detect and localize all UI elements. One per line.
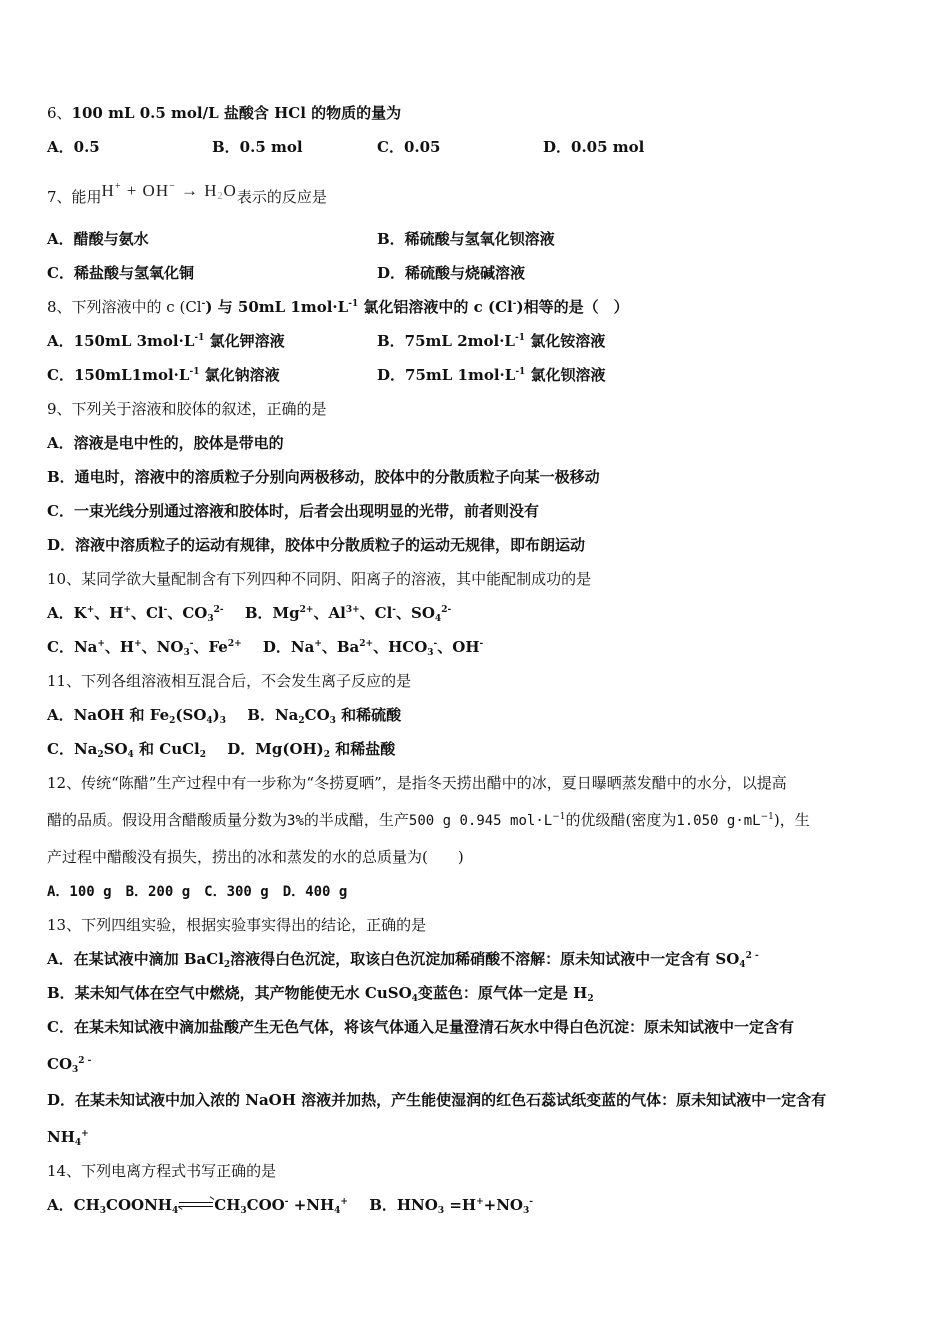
q10-option-a: A．K+、H+、Cl-、$CO_3^{2-}$ [47,604,224,624]
question-10: 10、某同学欲大量配制含有下列四种不同阴、阳离子的溶液，其中能配制成功的是 [47,570,592,588]
q12-line-1: 12、传统“陈醋”生产过程中有一步称为“冬捞夏晒”，是指冬天捞出醋中的冰，夏日曝晒蒸发醋中的水分，以提高 [47,774,787,792]
q7-option-d: D．稀硫酸与烧碱溶液 [377,264,526,282]
q8-option-a: A．150mL $3mol\cdot L^{-1}$ 氯化钾溶液 [47,332,285,350]
question-7 [47,183,327,213]
q13-option-a: A．在某试液中滴加 BaCl$_2$溶液得白色沉淀，取该白色沉淀加稀硝酸不溶解：原未知试液中一定含有 $SO_4^{2 -}$ [47,950,759,970]
q6-options [47,137,645,157]
q7-o: O [223,181,237,200]
q8-options-row2 [47,365,606,385]
q8-part4: )相等的是（ ） [516,298,629,316]
q8-sup3: - [512,299,517,309]
q8-part3: 氯化铝溶液中的 c (Cl [358,298,513,316]
q13-option-c-line2: $CO_3^{2 -}$ [47,1055,92,1075]
q14-option-b: B．$HNO_3 =H^++NO_3^-$ [369,1196,533,1216]
q7-subscript: 2 [217,191,224,202]
equilibrium-arrow-icon [179,1200,213,1212]
q8-options-row1 [47,331,606,351]
question-6 [47,103,401,123]
q8-part1: 8、下列溶液中的 c (Cl [47,298,202,316]
q7-options-row2 [47,263,526,283]
q9-option-c: C．一束光线分别通过溶液和胶体时，后者会出现明显的光带，前者则没有 [47,502,539,520]
q14-options [47,1195,533,1215]
q7-option-b: B．稀硫酸与氢氧化钡溶液 [377,230,555,248]
question-13: 13、下列四组实验，根据实验事实得出的结论，正确的是 [47,916,427,934]
q7-oh-charge: − [169,181,176,192]
q7-h-charge: + [114,181,122,192]
q8-sup2: -1 [348,299,359,309]
q13-option-c-line1: C．在某未知试液中滴加盐酸产生无色气体，将该气体通入足量澄清石灰水中得白色沉淀：原未知试液中一定含有 [47,1018,794,1036]
question-9: 9、下列关于溶液和胶体的叙述，正确的是 [47,400,327,418]
q8-sup1: - [201,299,206,309]
q9-option-b: B．通电时，溶液中的溶质粒子分别向两极移动，胶体中的分散质粒子向某一极移动 [47,468,600,486]
q8-part2: ) 与 50mL 1mol·L [205,298,349,316]
q11-options-row2 [47,739,395,759]
q6-option-b: B．0.5 mol [212,138,303,156]
q13-option-d-line2: $NH_4^+$ [47,1128,89,1148]
q7-arrow-h: → H [175,181,218,200]
q9-option-a: A．溶液是电中性的，胶体是带电的 [47,434,284,452]
q10-options-row1 [47,603,451,623]
q12-line-3: 产过程中醋酸没有损失，捞出的冰和蒸发的水的总质量为( ) [47,848,464,866]
q7-option-c: C．稀盐酸与氢氧化铜 [47,264,194,282]
q10-options-row2 [47,637,483,657]
q10-option-c: C．Na+、H+、$NO_3^-$、$Fe^{2+}$ [47,638,242,658]
question-14: 14、下列电离方程式书写正确的是 [47,1162,277,1180]
q8-option-b: B．75mL $2mol\cdot L^{-1}$ 氯化铵溶液 [377,332,606,350]
q11-option-a: A．NaOH 和 $Fe_2(SO_4)_3$ [47,706,227,726]
q10-option-b: B．$Mg^{2+}$、$Al^{3+}$、Cl-、$SO_4^{2-}$ [244,604,452,624]
q8-option-c: C．$150mL1mol\cdot L^{-1}$ 氯化钠溶液 [47,366,280,384]
q13-option-b: B．某未知气体在空气中燃烧，其产物能使无水 CuSO$_4$变蓝色：原气体一定是 $H_2$ [47,984,594,1004]
q6-option-c: C．0.05 [377,138,441,156]
q7-tail: 表示的反应是 [236,188,327,206]
question-8 [47,297,629,317]
q10-option-d: D．Na+、$Ba^{2+}$、$HCO_3^-$、OH- [262,638,484,658]
q9-option-d: D．溶液中溶质粒子的运动有规律，胶体中分散质粒子的运动无规律，即布朗运动 [47,536,586,554]
q14-option-a: A．$CH_3COONH_4$ $CH_3COO^- +NH_4^+$ [47,1196,348,1216]
q7-number: 7、能用 [47,188,102,206]
q7-h: H [101,181,115,200]
question-11: 11、下列各组溶液相互混合后，不会发生离子反应的是 [47,672,412,690]
q7-oh: + OH [121,181,170,200]
q6-option-d: D．0.05 mol [543,138,645,156]
q7-options-row1 [47,229,555,249]
q6-number: 6、 [47,104,72,122]
q8-option-d: D．75mL $1mol\cdot L^{-1}$ 氯化钡溶液 [377,366,606,384]
q11-option-c: C．$Na_2SO_4$ 和 CuCl$_2$ [47,740,207,760]
q6-option-a: A．0.5 [47,138,100,156]
q13-option-d-line1: D．在某未知试液中加入浓的 NaOH 溶液并加热，产生能使湿润的红色石蕊试纸变蓝的气体：原未知试液中一定含有 [47,1091,827,1109]
q7-ionic-equation [102,177,237,207]
q11-options-row1 [47,705,401,725]
q12-line-2: 醋的品质。假设用含醋酸质量分数为3%的半成醋，生产500 g 0.945 $mol\cdot L^{-1}$的优级醋(密度为1.050 $g\cdot mL^{-1}$)，生 [47,811,810,829]
q11-option-d: D．$Mg(OH)_2$ 和稀盐酸 [227,740,396,760]
q12-options: A．100 g B．200 g C．300 g D．400 g [47,884,348,900]
q6-stem: 100 mL 0.5 mol/L 盐酸含 HCl 的物质的量为 [71,104,402,122]
q7-option-a: A．醋酸与氨水 [47,230,149,248]
q11-option-b: B．$Na_2CO_3$ 和稀硫酸 [247,706,402,726]
